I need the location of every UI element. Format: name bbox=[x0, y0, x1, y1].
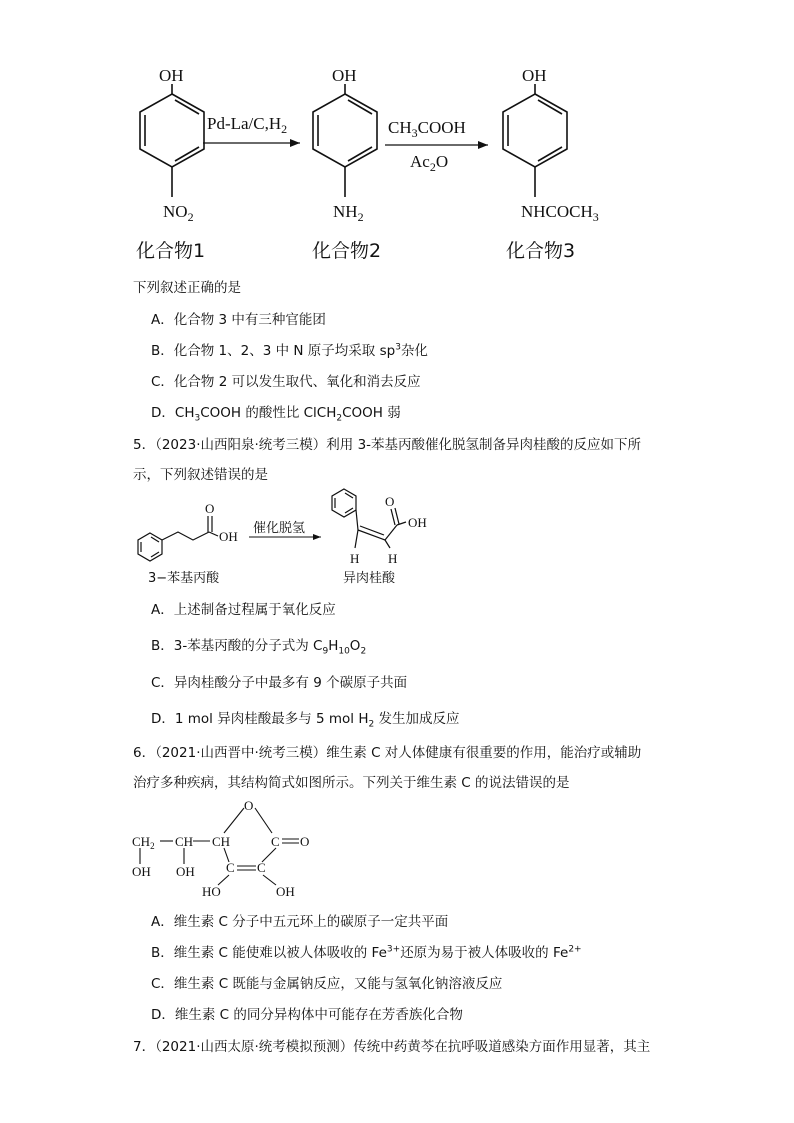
h-left: H bbox=[350, 551, 360, 566]
q6-option-a[interactable]: A．维生素 C 分子中五元环上的碳原子一定共平面 bbox=[151, 914, 449, 930]
oh-enol-right: OH bbox=[276, 884, 295, 899]
vinyl-double-bond-a bbox=[358, 530, 385, 540]
q4-option-b[interactable]: B．化合物 1、2、3 中 N 原子均采取 $sp^3$杂化 bbox=[151, 342, 428, 359]
left-oh: OH bbox=[219, 529, 238, 544]
q5-option-c[interactable]: C．异肉桂酸分子中最多有 9 个碳原子共面 bbox=[151, 675, 408, 691]
arrow-1-head bbox=[290, 139, 300, 147]
vinyl-double-bond-b bbox=[360, 526, 384, 535]
compound-1-oh: OH bbox=[159, 66, 184, 85]
right-oh: OH bbox=[408, 515, 427, 530]
q4-option-d[interactable]: D．$CH_3COOH$ 的酸性比 ClCH$_2$COOH 弱 bbox=[151, 405, 401, 424]
arrow-3-head bbox=[313, 534, 321, 540]
q5-option-a[interactable]: A．上述制备过程属于氧化反应 bbox=[151, 602, 336, 618]
compound-3-label: 化合物3 bbox=[506, 240, 576, 262]
enol-carbon-right: C bbox=[257, 860, 266, 875]
compound-2-label: 化合物2 bbox=[312, 240, 382, 262]
benzene-ring-compound-2 bbox=[313, 84, 377, 197]
compound-2-nh2: $NH_2$ bbox=[333, 202, 364, 224]
h-right: H bbox=[388, 551, 398, 566]
compound-1-label: 化合物1 bbox=[136, 240, 206, 262]
compound-2-oh: OH bbox=[332, 66, 357, 85]
right-carbonyl-o: O bbox=[385, 494, 395, 509]
ring-oxygen: O bbox=[244, 798, 254, 813]
q6-stem-line-2: 治疗多种疾病，其结构简式如图所示。下列关于维生素 C 的说法错误的是 bbox=[133, 775, 570, 791]
right-carbonyl-a bbox=[391, 509, 395, 525]
oh-ch: OH bbox=[176, 864, 195, 879]
vitamin-c-structure bbox=[0, 790, 794, 900]
propanoic-chain bbox=[162, 532, 209, 540]
reaction-scheme-1 bbox=[0, 0, 794, 230]
benzene-ring-compound-3 bbox=[503, 84, 567, 197]
h-bond-left bbox=[355, 530, 358, 548]
q6-stem-line-1: 6．（2021·山西晋中·统考三模）维生素 C 对人体健康有很重要的作用，能治疗或辅助 bbox=[133, 745, 642, 761]
q6-option-d[interactable]: D．维生素 C 的同分异构体中可能存在芳香族化合物 bbox=[151, 1007, 463, 1023]
label-3-phenylpropanoic-acid: 3−苯基丙酸 bbox=[148, 571, 220, 586]
reaction-3-condition: 催化脱氢 bbox=[253, 521, 306, 536]
right-carbonyl-b bbox=[395, 508, 399, 524]
phenyl-ring-left bbox=[138, 533, 162, 561]
benzene-ring-compound-1 bbox=[140, 84, 204, 197]
q7-stem-line-1: 7．（2021·山西太原·统考模拟预测）传统中药黄芩在抗呼吸道感染方面作用显著，其主 bbox=[133, 1039, 651, 1055]
enol-carbon-left: C bbox=[226, 860, 235, 875]
compound-3-nhcoch3: $NHCOCH_3$ bbox=[521, 202, 599, 224]
arrow-1-condition: $Pd-La/C,H_2$ bbox=[207, 114, 288, 136]
label-isocinnamic-acid: 异肉桂酸 bbox=[343, 571, 396, 586]
ring-ch: CH bbox=[212, 834, 231, 849]
vinyl-bond-1 bbox=[356, 510, 358, 530]
compound-3-oh: OH bbox=[522, 66, 547, 85]
h-bond-right bbox=[385, 540, 390, 548]
compound-1-no2: $NO_2$ bbox=[163, 202, 194, 224]
q5-option-b[interactable]: B．3-苯基丙酸的分子式为 $C_9H_{10}O_2$ bbox=[151, 638, 367, 657]
ch2-group: $CH_2$ bbox=[132, 834, 155, 851]
carbonyl-oxygen: O bbox=[300, 834, 310, 849]
ch-group: CH bbox=[175, 834, 194, 849]
ho-enol-left: HO bbox=[202, 884, 221, 899]
q4-option-a[interactable]: A．化合物 3 中有三种官能团 bbox=[151, 312, 326, 328]
arrow-2-head bbox=[478, 141, 488, 149]
oh-ch2: OH bbox=[132, 864, 151, 879]
carbonyl-carbon: C bbox=[271, 834, 280, 849]
q5-stem-line-1: 5．（2023·山西阳泉·统考三模）利用 3-苯基丙酸催化脱氢制备异肉桂酸的反应如下所 bbox=[133, 437, 642, 453]
q5-option-d[interactable]: D．1 mol 异肉桂酸最多与 5 mol $H_2$ 发生加成反应 bbox=[151, 711, 460, 730]
phenyl-ring-right bbox=[332, 489, 356, 517]
arrow-2-condition-top: $CH_3COOH$ bbox=[388, 118, 466, 140]
q5-stem-line-2: 示，下列叙述错误的是 bbox=[133, 467, 268, 483]
q6-option-b[interactable]: B．维生素 C 能使难以被人体吸收的 $Fe^{3+}$还原为易于被人体吸收的 $Fe^{2+}$ bbox=[151, 944, 582, 961]
arrow-2-condition-bottom: $Ac_2O$ bbox=[410, 152, 449, 174]
left-carbonyl-o: O bbox=[205, 501, 215, 516]
q4-stem: 下列叙述正确的是 bbox=[133, 280, 241, 296]
hydroxyl-bond bbox=[209, 532, 218, 536]
reaction-scheme-2 bbox=[0, 485, 794, 590]
q6-option-c[interactable]: C．维生素 C 既能与金属钠反应，又能与氢氧化钠溶液反应 bbox=[151, 976, 503, 992]
vinyl-bond-2 bbox=[385, 525, 397, 540]
q4-option-c[interactable]: C．化合物 2 可以发生取代、氧化和消去反应 bbox=[151, 374, 421, 390]
